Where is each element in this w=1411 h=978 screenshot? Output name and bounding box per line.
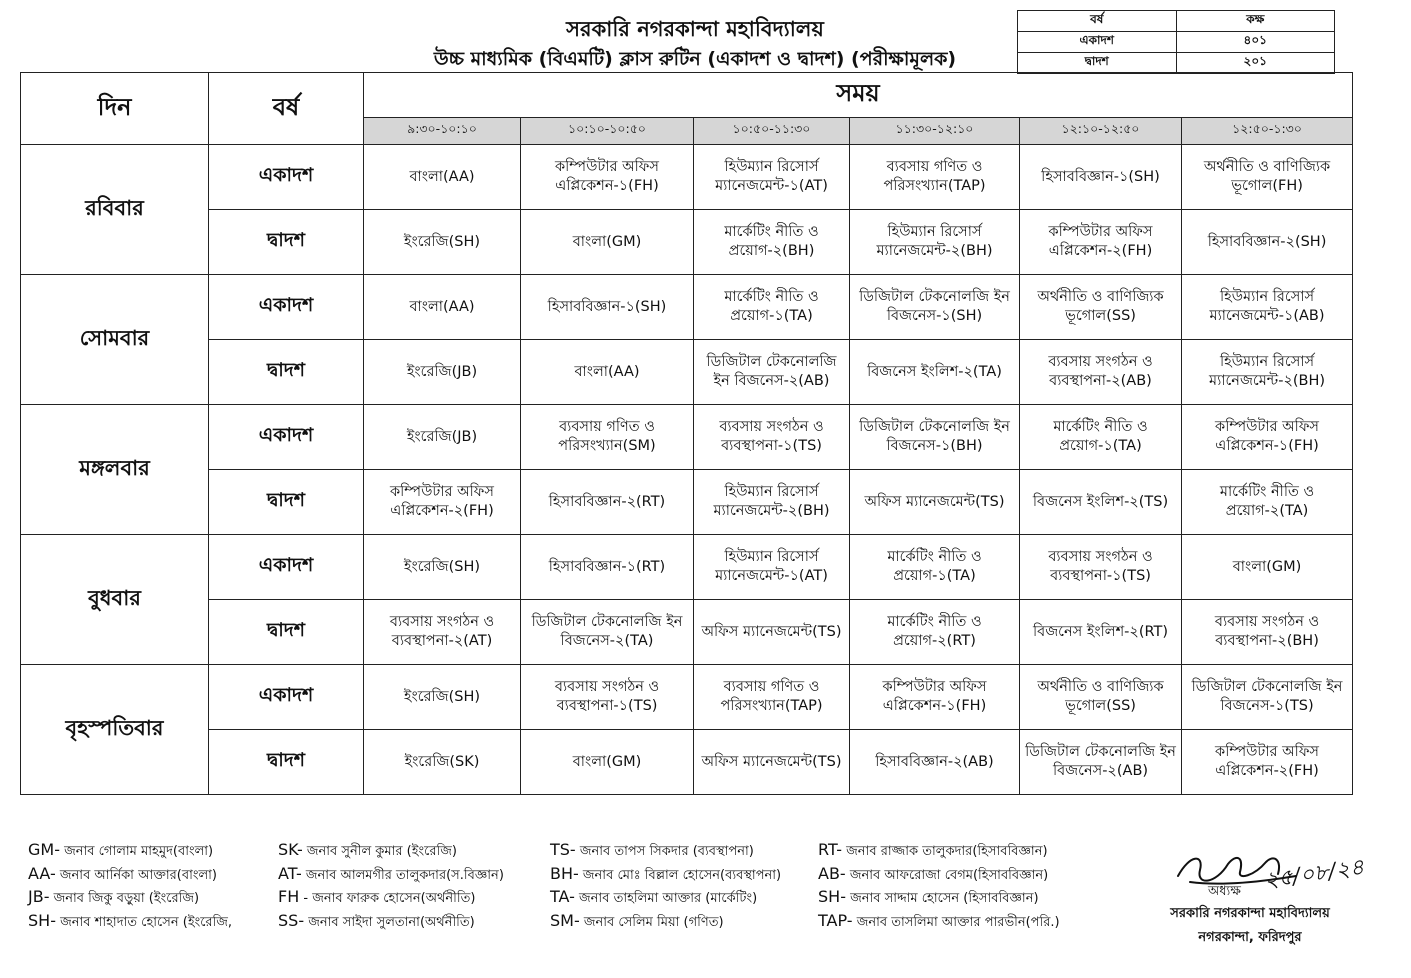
teacher-name: জনাব মোঃ বিল্লাল হোসেন(ব্যবস্থাপনা) bbox=[582, 867, 782, 883]
class-cell: বাংলা(GM) bbox=[1182, 535, 1353, 600]
teacher-entry bbox=[28, 885, 232, 909]
teacher-code: SK- bbox=[278, 840, 303, 859]
room-table-row bbox=[1018, 53, 1335, 74]
teacher-legend-column bbox=[278, 838, 504, 932]
class-cell: ডিজিটাল টেকনোলজি ইন বিজনেস-২(TA) bbox=[521, 600, 694, 665]
teacher-name: জনাব তাহলিমা আক্তার (মার্কেটিং) bbox=[579, 891, 758, 906]
class-cell: ডিজিটাল টেকনোলজি ইন বিজনেস-১(SH) bbox=[850, 275, 1020, 340]
room-header-year: বর্ষ bbox=[1018, 11, 1177, 32]
time-slot: ১২:১০-১২:৫০ bbox=[1020, 118, 1182, 145]
teacher-entry bbox=[278, 909, 504, 933]
class-cell: বিজনেস ইংলিশ-২(TA) bbox=[850, 340, 1020, 405]
teacher-name: - জনাব ফারুক হোসেন(অর্থনীতি) bbox=[303, 891, 476, 906]
time-slot: ৯:৩০-১০:১০ bbox=[364, 118, 521, 145]
class-cell: হিসাববিজ্ঞান-২(RT) bbox=[521, 470, 694, 535]
room-year: একাদশ bbox=[1018, 32, 1177, 53]
class-cell: বাংলা(AA) bbox=[364, 275, 521, 340]
teacher-entry bbox=[550, 909, 781, 933]
teacher-legend-column bbox=[550, 838, 781, 932]
signature-date: ২৫/০৮/২৪ bbox=[1262, 854, 1366, 894]
teacher-name: জনাব গোলাম মাহমুদ(বাংলা) bbox=[64, 844, 214, 859]
day-label: মঙ্গলবার bbox=[21, 405, 209, 535]
year-label: একাদশ bbox=[209, 405, 364, 470]
class-cell: ব্যবসায় গণিত ও পরিসংখ্যান(TAP) bbox=[850, 145, 1020, 210]
teacher-code: SH- bbox=[28, 910, 56, 930]
day-label: বৃহস্পতিবার bbox=[21, 665, 209, 795]
class-cell: ইংরেজি(JB) bbox=[364, 405, 521, 470]
teacher-code: FH bbox=[278, 887, 300, 906]
year-label: একাদশ bbox=[209, 145, 364, 210]
class-cell: ইংরেজি(SH) bbox=[364, 665, 521, 730]
day-label: রবিবার bbox=[21, 145, 209, 275]
teacher-entry bbox=[550, 838, 781, 862]
teacher-code: SS- bbox=[278, 910, 305, 930]
class-cell: ব্যবসায় সংগঠন ও ব্যবস্থাপনা-২(BH) bbox=[1182, 600, 1353, 665]
class-cell: হিসাববিজ্ঞান-১(SH) bbox=[521, 275, 694, 340]
teacher-code: TS- bbox=[550, 840, 576, 859]
teacher-code: BH- bbox=[550, 863, 579, 883]
signatory-college: সরকারি নগরকান্দা মহাবিদ্যালয় bbox=[1170, 906, 1330, 921]
class-cell: ব্যবসায় সংগঠন ও ব্যবস্থাপনা-১(TS) bbox=[1020, 535, 1182, 600]
principal-signature-block bbox=[1130, 846, 1390, 956]
table-row bbox=[21, 730, 1353, 795]
teacher-code: AT- bbox=[278, 863, 302, 883]
year-column-header: বর্ষ bbox=[209, 73, 364, 145]
day-label: বুধবার bbox=[21, 535, 209, 665]
class-cell: বাংলা(GM) bbox=[521, 210, 694, 275]
class-cell: হিসাববিজ্ঞান-১(RT) bbox=[521, 535, 694, 600]
routine-header-row bbox=[21, 73, 1353, 118]
class-cell: কম্পিউটার অফিস এপ্লিকেশন-২(FH) bbox=[364, 470, 521, 535]
year-label: একাদশ bbox=[209, 535, 364, 600]
table-row bbox=[21, 535, 1353, 600]
class-cell: বাংলা(AA) bbox=[521, 340, 694, 405]
room-number: ২০১ bbox=[1176, 53, 1335, 74]
document-header bbox=[300, 14, 1090, 74]
class-cell: অর্থনীতি ও বাণিজ্যিক ভূগোল(SS) bbox=[1020, 665, 1182, 730]
teacher-code: AA- bbox=[28, 863, 56, 883]
year-label: দ্বাদশ bbox=[209, 340, 364, 405]
class-cell: হিসাববিজ্ঞান-২(AB) bbox=[850, 730, 1020, 795]
class-cell: মার্কেটিং নীতি ও প্রয়োগ-১(TA) bbox=[850, 535, 1020, 600]
class-cell: ইংরেজি(SK) bbox=[364, 730, 521, 795]
teacher-code: AB- bbox=[818, 863, 846, 883]
teacher-name: জনাব আলমগীর তালুকদার(স.বিজ্ঞান) bbox=[305, 867, 504, 883]
teacher-code: TAP- bbox=[818, 910, 853, 930]
class-cell: ডিজিটাল টেকনোলজি ইন বিজনেস-১(TS) bbox=[1182, 665, 1353, 730]
class-cell: হিউম্যান রিসোর্স ম্যানেজমেন্ট-১(AB) bbox=[1182, 275, 1353, 340]
class-cell: বাংলা(AA) bbox=[364, 145, 521, 210]
teacher-legend-column bbox=[28, 838, 232, 932]
teacher-entry bbox=[278, 885, 504, 909]
teacher-entry bbox=[28, 862, 232, 886]
teacher-name: জনাব আর্নিকা আক্তার(বাংলা) bbox=[59, 867, 217, 883]
teacher-name: জনাব শাহাদাত হোসেন (ইংরেজি, bbox=[60, 914, 233, 930]
table-row bbox=[21, 340, 1353, 405]
time-slot: ১০:১০-১০:৫০ bbox=[521, 118, 694, 145]
table-row bbox=[21, 145, 1353, 210]
room-number: ৪০১ bbox=[1176, 32, 1335, 53]
class-cell: মার্কেটিং নীতি ও প্রয়োগ-২(TA) bbox=[1182, 470, 1353, 535]
table-row bbox=[21, 470, 1353, 535]
time-slot: ১১:৩০-১২:১০ bbox=[850, 118, 1020, 145]
class-cell: কম্পিউটার অফিস এপ্লিকেশন-২(FH) bbox=[1182, 730, 1353, 795]
day-label: সোমবার bbox=[21, 275, 209, 405]
teacher-name: জনাব সেলিম মিয়া (গণিত) bbox=[583, 914, 724, 930]
signatory-role: অধ্যক্ষ bbox=[1208, 884, 1241, 899]
class-cell: হিসাববিজ্ঞান-১(SH) bbox=[1020, 145, 1182, 210]
class-cell: মার্কেটিং নীতি ও প্রয়োগ-১(TA) bbox=[694, 275, 850, 340]
class-cell: হিউম্যান রিসোর্স ম্যানেজমেন্ট-২(BH) bbox=[1182, 340, 1353, 405]
year-label: একাদশ bbox=[209, 275, 364, 340]
teacher-name: জনাব রাজ্জাক তালুকদার(হিসাববিজ্ঞান) bbox=[846, 844, 1048, 859]
room-year: দ্বাদশ bbox=[1018, 53, 1177, 74]
teacher-entry bbox=[818, 909, 1060, 933]
class-cell: হিউম্যান রিসোর্স ম্যানেজমেন্ট-১(AT) bbox=[694, 145, 850, 210]
class-cell: ব্যবসায় গণিত ও পরিসংখ্যান(SM) bbox=[521, 405, 694, 470]
teacher-name: জনাব সাইদা সুলতানা(অর্থনীতি) bbox=[308, 914, 475, 930]
year-label: একাদশ bbox=[209, 665, 364, 730]
class-cell: কম্পিউটার অফিস এপ্লিকেশন-১(FH) bbox=[1182, 405, 1353, 470]
class-cell: কম্পিউটার অফিস এপ্লিকেশন-২(FH) bbox=[1020, 210, 1182, 275]
class-cell: হিউম্যান রিসোর্স ম্যানেজমেন্ট-২(BH) bbox=[694, 470, 850, 535]
year-label: দ্বাদশ bbox=[209, 470, 364, 535]
year-label: দ্বাদশ bbox=[209, 730, 364, 795]
routine-subtitle: উচ্চ মাধ্যমিক (বিএমটি) ক্লাস রুটিন (একাদশ ও দ্বাদশ) (পরীক্ষামূলক) bbox=[433, 48, 957, 70]
class-cell: কম্পিউটার অফিস এপ্লিকেশন-১(FH) bbox=[521, 145, 694, 210]
routine-table bbox=[20, 72, 1353, 795]
table-row bbox=[21, 600, 1353, 665]
teacher-code: JB- bbox=[28, 887, 50, 906]
class-cell: ডিজিটাল টেকনোলজি ইন বিজনেস-১(BH) bbox=[850, 405, 1020, 470]
teacher-name: জনাব সাদ্দাম হোসেন (হিসাববিজ্ঞান) bbox=[850, 891, 1039, 906]
teacher-entry bbox=[28, 838, 232, 862]
table-row bbox=[21, 275, 1353, 340]
class-cell: ব্যবসায় সংগঠন ও ব্যবস্থাপনা-১(TS) bbox=[521, 665, 694, 730]
teacher-entry bbox=[28, 909, 232, 933]
teacher-entry bbox=[818, 885, 1060, 909]
teacher-entry bbox=[818, 838, 1060, 862]
college-title: সরকারি নগরকান্দা মহাবিদ্যালয় bbox=[566, 17, 824, 41]
room-table-row bbox=[1018, 32, 1335, 53]
class-cell: অর্থনীতি ও বাণিজ্যিক ভূগোল(FH) bbox=[1182, 145, 1353, 210]
teacher-code: SH- bbox=[818, 887, 846, 906]
teacher-name: জনাব তাসলিমা আক্তার পারভীন(পরি.) bbox=[856, 914, 1060, 930]
room-table bbox=[1017, 10, 1335, 74]
class-cell: ইংরেজি(SH) bbox=[364, 535, 521, 600]
time-slot: ১২:৫০-১:৩০ bbox=[1182, 118, 1353, 145]
teacher-legend bbox=[20, 838, 1140, 950]
class-cell: ডিজিটাল টেকনোলজি ইন বিজনেস-২(AB) bbox=[694, 340, 850, 405]
class-cell: ব্যবসায় গণিত ও পরিসংখ্যান(TAP) bbox=[694, 665, 850, 730]
teacher-entry bbox=[550, 885, 781, 909]
class-cell: হিসাববিজ্ঞান-২(SH) bbox=[1182, 210, 1353, 275]
class-cell: হিউম্যান রিসোর্স ম্যানেজমেন্ট-২(BH) bbox=[850, 210, 1020, 275]
class-cell: ইংরেজি(JB) bbox=[364, 340, 521, 405]
class-cell: ব্যবসায় সংগঠন ও ব্যবস্থাপনা-২(AT) bbox=[364, 600, 521, 665]
teacher-code: TA- bbox=[550, 887, 575, 906]
class-cell: বিজনেস ইংলিশ-২(RT) bbox=[1020, 600, 1182, 665]
class-cell: কম্পিউটার অফিস এপ্লিকেশন-১(FH) bbox=[850, 665, 1020, 730]
class-cell: বিজনেস ইংলিশ-২(TS) bbox=[1020, 470, 1182, 535]
class-cell: ব্যবসায় সংগঠন ও ব্যবস্থাপনা-১(TS) bbox=[694, 405, 850, 470]
class-cell: মার্কেটিং নীতি ও প্রয়োগ-২(RT) bbox=[850, 600, 1020, 665]
teacher-name: জনাব জিকু বড়ুয়া (ইংরেজি) bbox=[53, 891, 200, 906]
signatory-address: নগরকান্দা, ফরিদপুর bbox=[1198, 930, 1302, 945]
class-cell: ব্যবসায় সংগঠন ও ব্যবস্থাপনা-২(AB) bbox=[1020, 340, 1182, 405]
teacher-legend-column bbox=[818, 838, 1060, 932]
class-cell: অর্থনীতি ও বাণিজ্যিক ভূগোল(SS) bbox=[1020, 275, 1182, 340]
time-column-header: সময় bbox=[364, 73, 1353, 118]
class-cell: অফিস ম্যানেজমেন্ট(TS) bbox=[850, 470, 1020, 535]
class-cell: ডিজিটাল টেকনোলজি ইন বিজনেস-২(AB) bbox=[1020, 730, 1182, 795]
year-label: দ্বাদশ bbox=[209, 600, 364, 665]
teacher-entry bbox=[278, 838, 504, 862]
teacher-code: GM- bbox=[28, 840, 60, 859]
year-label: দ্বাদশ bbox=[209, 210, 364, 275]
day-column-header: দিন bbox=[21, 73, 209, 145]
teacher-entry bbox=[550, 862, 781, 886]
class-cell: মার্কেটিং নীতি ও প্রয়োগ-২(BH) bbox=[694, 210, 850, 275]
class-cell: অফিস ম্যানেজমেন্ট(TS) bbox=[694, 730, 850, 795]
teacher-name: জনাব তাপস সিকদার (ব্যবস্থাপনা) bbox=[579, 844, 754, 859]
class-cell: ইংরেজি(SH) bbox=[364, 210, 521, 275]
table-row bbox=[21, 405, 1353, 470]
room-header-room: কক্ষ bbox=[1176, 11, 1335, 32]
teacher-name: জনাব সুনীল কুমার (ইংরেজি) bbox=[306, 844, 457, 859]
teacher-code: SM- bbox=[550, 910, 580, 930]
teacher-name: জনাব আফরোজা বেগম(হিসাববিজ্ঞান) bbox=[849, 867, 1049, 883]
table-row bbox=[21, 210, 1353, 275]
teacher-entry bbox=[818, 862, 1060, 886]
room-table-header bbox=[1018, 11, 1335, 32]
teacher-code: RT- bbox=[818, 840, 843, 859]
class-cell: অফিস ম্যানেজমেন্ট(TS) bbox=[694, 600, 850, 665]
table-row bbox=[21, 665, 1353, 730]
class-cell: বাংলা(GM) bbox=[521, 730, 694, 795]
class-cell: হিউম্যান রিসোর্স ম্যানেজমেন্ট-১(AT) bbox=[694, 535, 850, 600]
class-cell: মার্কেটিং নীতি ও প্রয়োগ-১(TA) bbox=[1020, 405, 1182, 470]
time-slot: ১০:৫০-১১:৩০ bbox=[694, 118, 850, 145]
teacher-entry bbox=[278, 862, 504, 886]
